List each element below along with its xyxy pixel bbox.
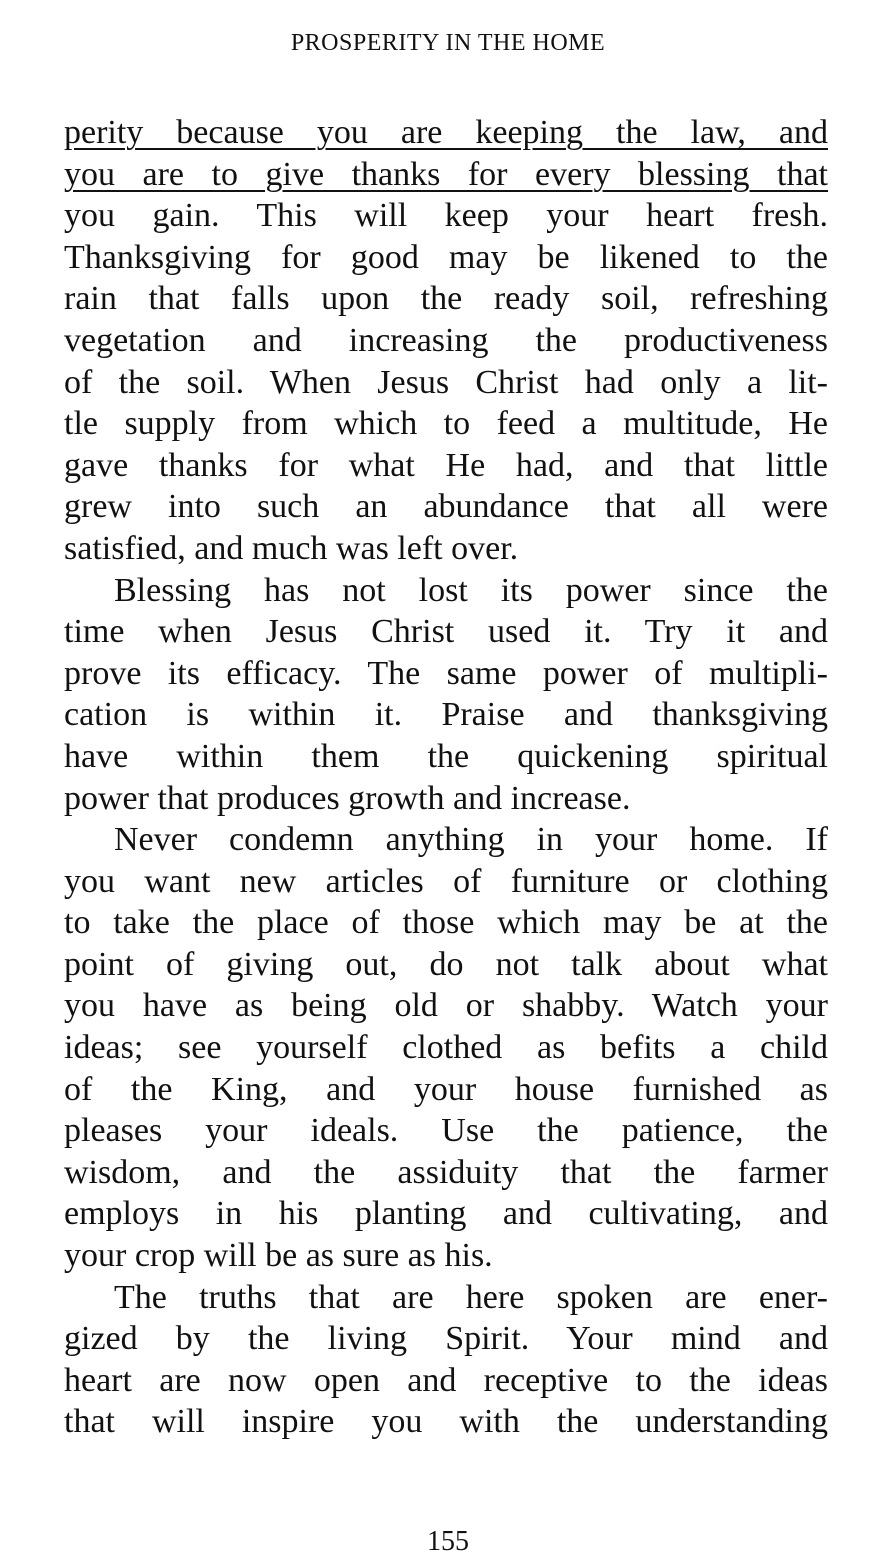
body-text (64, 112, 828, 1443)
text-line: you are to give thanks for every blessing that (64, 155, 828, 193)
text-line: you want new articles of furniture or clothing (64, 862, 828, 900)
text-line: tle supply from which to feed a multitude, He (64, 405, 828, 443)
text-line: vegetation and increasing the productiveness (64, 321, 828, 359)
text-line: point of giving out, do not talk about what (64, 945, 828, 983)
text-line: gized by the living Spirit. Your mind and (64, 1320, 828, 1358)
text-line: ideas; see yourself clothed as befits a child (64, 1029, 828, 1067)
text-line: of the soil. When Jesus Christ had only a lit- (64, 363, 828, 401)
text-line: The truths that are here spoken are ener- (114, 1278, 828, 1316)
text-line: perity because you are keeping the law, and (64, 114, 828, 151)
text-line: have within them the quickening spiritual (64, 737, 828, 775)
text-line: gave thanks for what He had, and that little (64, 446, 828, 484)
text-line: rain that falls upon the ready soil, refreshing (64, 280, 828, 318)
text-line: Thanksgiving for good may be likened to the (64, 238, 828, 276)
text-line: time when Jesus Christ used it. Try it and (64, 613, 828, 651)
text-line: of the King, and your house furnished as (64, 1070, 828, 1108)
text-line: cation is within it. Praise and thanksgiving (64, 696, 828, 734)
text-line: your crop will be as sure as his. (64, 1237, 493, 1275)
text-line: prove its efficacy. The same power of multipli- (64, 654, 828, 692)
running-head: PROSPERITY IN THE HOME (290, 30, 606, 56)
text-line: employs in his planting and cultivating, and (64, 1195, 828, 1233)
text-line: satisfied, and much was left over. (64, 529, 519, 567)
text-line: to take the place of those which may be at the (64, 904, 828, 942)
text-line: grew into such an abundance that all were (64, 488, 828, 526)
text-line: that will inspire you with the understanding (64, 1403, 828, 1441)
text-line: heart are now open and receptive to the ideas (64, 1361, 828, 1399)
text-line: you have as being old or shabby. Watch your (64, 987, 828, 1025)
text-line: Blessing has not lost its power since the (114, 571, 828, 609)
text-line: you gain. This will keep your heart fresh. (64, 197, 828, 235)
page-number: 155 (427, 1526, 469, 1557)
text-line: pleases your ideals. Use the patience, the (64, 1112, 828, 1150)
text-line: power that produces growth and increase. (64, 779, 631, 817)
text-line: wisdom, and the assiduity that the farmer (64, 1153, 828, 1191)
text-line: Never condemn anything in your home. If (114, 821, 828, 859)
